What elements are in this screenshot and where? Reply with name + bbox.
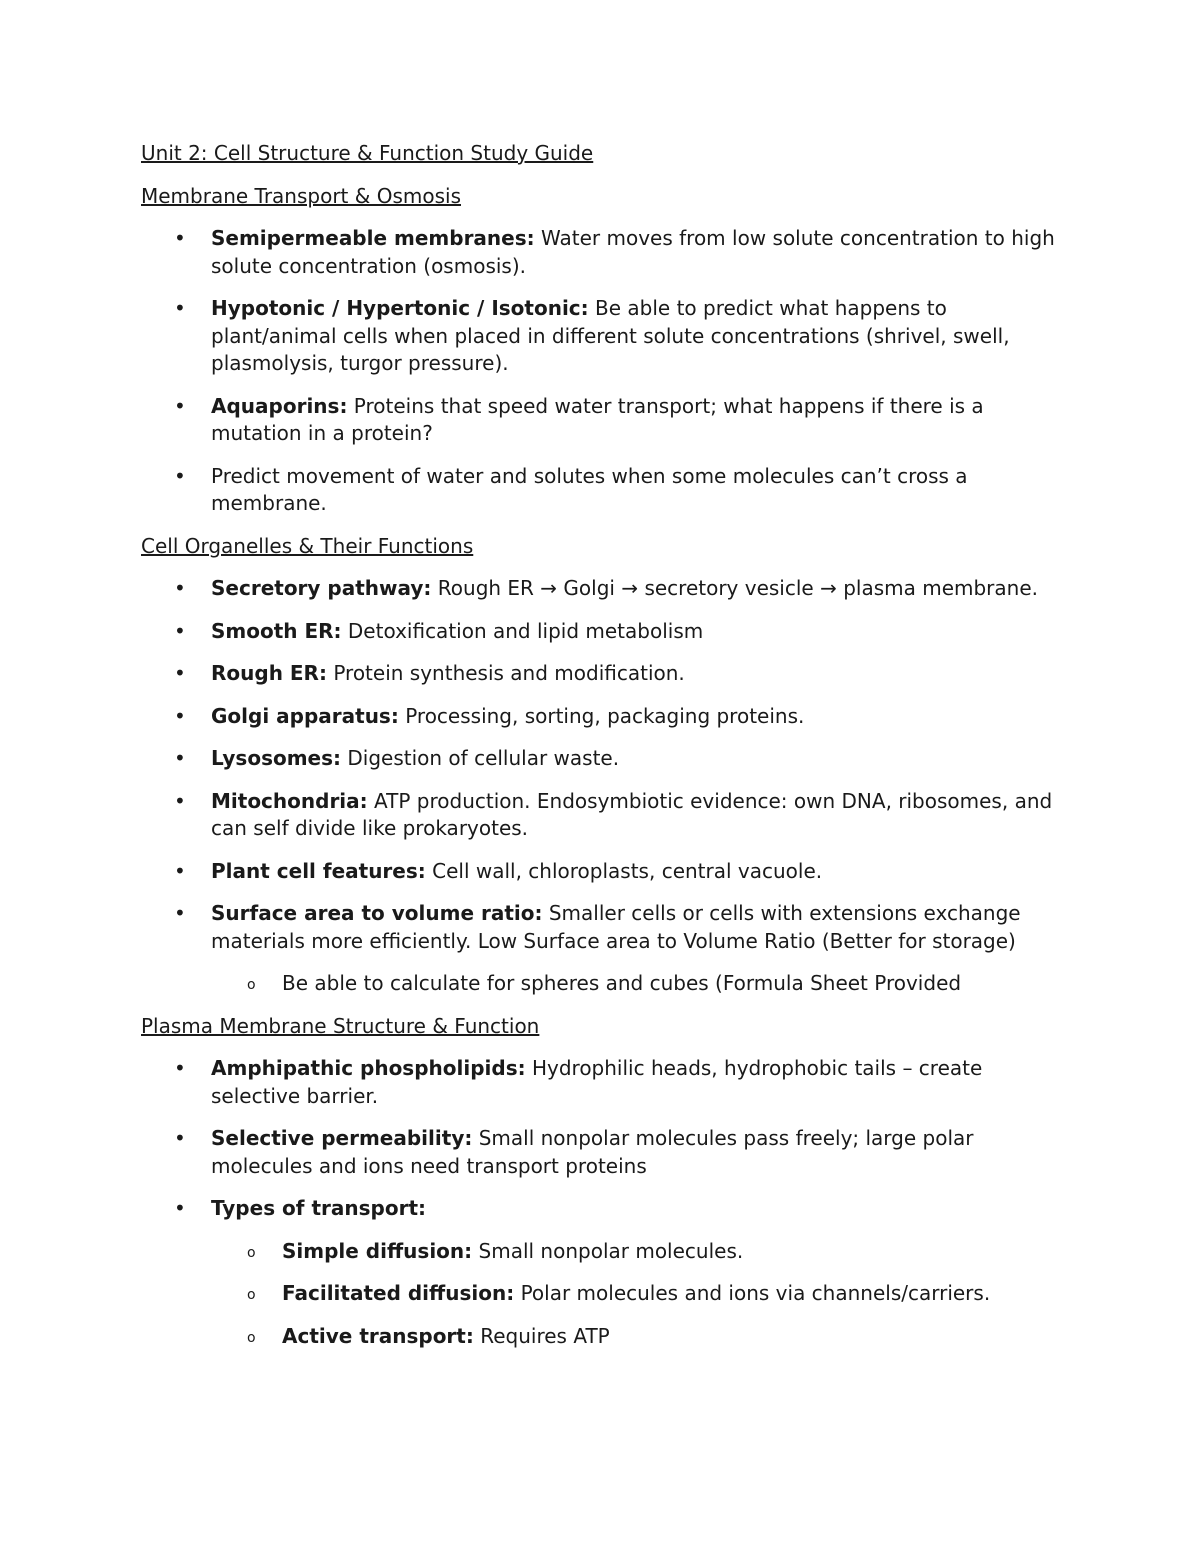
item-term: Secretory pathway:	[211, 576, 432, 600]
bullet-icon: •	[174, 576, 186, 600]
bullet-icon: •	[174, 1056, 186, 1080]
sub-bullet-icon: o	[247, 1244, 256, 1261]
bullet-icon: •	[174, 618, 186, 643]
sub-list	[211, 1238, 1071, 1351]
item-term: Active transport:	[282, 1323, 474, 1348]
list-item	[141, 745, 1071, 773]
bullet-icon: •	[174, 393, 186, 418]
list-item	[141, 788, 1071, 843]
section-list-cell-organelles	[141, 575, 1071, 998]
bullet-icon: •	[174, 463, 186, 488]
document-title: Unit 2: Cell Structure & Function Study Guide	[141, 141, 594, 165]
list-item	[141, 1055, 1071, 1110]
list-item	[141, 858, 1071, 886]
list-item	[141, 900, 1071, 998]
item-term: Selective permeability:	[211, 1126, 473, 1150]
bullet-icon: •	[174, 296, 186, 320]
section-list-plasma-membrane	[141, 1055, 1071, 1350]
section-heading-membrane-transport: Membrane Transport & Osmosis	[141, 183, 461, 208]
bullet-icon: •	[174, 901, 186, 925]
bullet-icon: •	[174, 858, 186, 883]
list-item	[141, 1125, 1071, 1180]
item-term: Simple diffusion:	[282, 1238, 473, 1263]
section-heading-plasma-membrane: Plasma Membrane Structure & Function	[141, 1013, 540, 1038]
item-term: Plant cell features:	[211, 858, 426, 883]
item-term: Smooth ER:	[211, 618, 342, 643]
item-term: Surface area to volume ratio:	[211, 901, 543, 925]
bullet-icon: •	[174, 746, 186, 770]
list-item	[141, 463, 1071, 518]
list-item	[141, 618, 1071, 646]
item-text: Requires ATP	[473, 1323, 610, 1348]
item-term: Golgi apparatus:	[211, 703, 399, 728]
sub-list-item	[211, 1323, 1071, 1351]
item-text: Water moves from low solute concentration to high solute concentration (osmosis).	[211, 226, 1055, 278]
item-text: Proteins that speed water transport; what happens if there is a mutation in a protein?	[211, 393, 984, 445]
item-text: Processing, sorting, packaging proteins.	[398, 703, 805, 728]
item-text: Small nonpolar molecules pass freely; large polar molecules and ions need transport proteins	[211, 1126, 974, 1178]
item-text: Be able to predict what happens to plant/animal cells when placed in different solute concentrations (shrivel, swell, plasmolysis, turgor pressure).	[211, 296, 1010, 375]
item-term: Mitochondria:	[211, 788, 368, 813]
item-text: Rough ER → Golgi → secretory vesicle → plasma membrane.	[431, 576, 1038, 600]
item-text: Cell wall, chloroplasts, central vacuole.	[425, 858, 823, 883]
bullet-icon: •	[174, 788, 186, 813]
item-text: Digestion of cellular waste.	[341, 746, 620, 770]
item-text: Protein synthesis and modification.	[326, 661, 685, 685]
list-item	[141, 575, 1071, 603]
sub-list-item	[211, 1280, 1071, 1308]
item-text: Small nonpolar molecules.	[472, 1238, 744, 1263]
item-text: Polar molecules and ions via channels/carriers.	[514, 1281, 991, 1305]
list-item	[141, 295, 1071, 378]
list-item	[141, 660, 1071, 688]
section-heading-cell-organelles: Cell Organelles & Their Functions	[141, 533, 474, 558]
bullet-icon: •	[174, 661, 186, 685]
section-list-membrane-transport	[141, 225, 1071, 518]
item-text: ATP production. Endosymbiotic evidence: own DNA, ribosomes, and can self divide like prokaryotes.	[211, 788, 1053, 840]
item-term: Semipermeable membranes:	[211, 226, 535, 250]
item-term: Amphipathic phospholipids:	[211, 1056, 526, 1080]
document-page	[141, 140, 1071, 1365]
sub-list	[211, 970, 1071, 998]
sub-bullet-icon: o	[247, 1329, 256, 1346]
item-text: Smaller cells or cells with extensions exchange materials more efficiently. Low Surface area to Volume Ratio (Better for storage)	[211, 901, 1021, 953]
item-text: Be able to calculate for spheres and cubes (Formula Sheet Provided	[282, 971, 962, 995]
list-item	[141, 393, 1071, 448]
item-term: Lysosomes:	[211, 746, 342, 770]
item-term: Facilitated diffusion:	[282, 1281, 515, 1305]
bullet-icon: •	[174, 703, 186, 728]
item-term: Hypotonic / Hypertonic / Isotonic:	[211, 296, 589, 320]
item-text: Predict movement of water and solutes when some molecules can’t cross a membrane.	[211, 463, 968, 515]
item-text: Hydrophilic heads, hydrophobic tails – create selective barrier.	[211, 1056, 983, 1108]
item-term: Rough ER:	[211, 661, 327, 685]
item-term: Types of transport:	[211, 1196, 426, 1220]
item-text: Detoxification and lipid metabolism	[341, 618, 704, 643]
sub-list-item	[211, 970, 1071, 998]
bullet-icon: •	[174, 1196, 186, 1220]
list-item	[141, 225, 1071, 280]
list-item	[141, 1195, 1071, 1350]
sub-list-item	[211, 1238, 1071, 1266]
bullet-icon: •	[174, 226, 186, 250]
bullet-icon: •	[174, 1126, 186, 1150]
sub-bullet-icon: o	[247, 977, 256, 993]
list-item	[141, 703, 1071, 731]
sub-bullet-icon: o	[247, 1287, 256, 1303]
item-term: Aquaporins:	[211, 393, 348, 418]
